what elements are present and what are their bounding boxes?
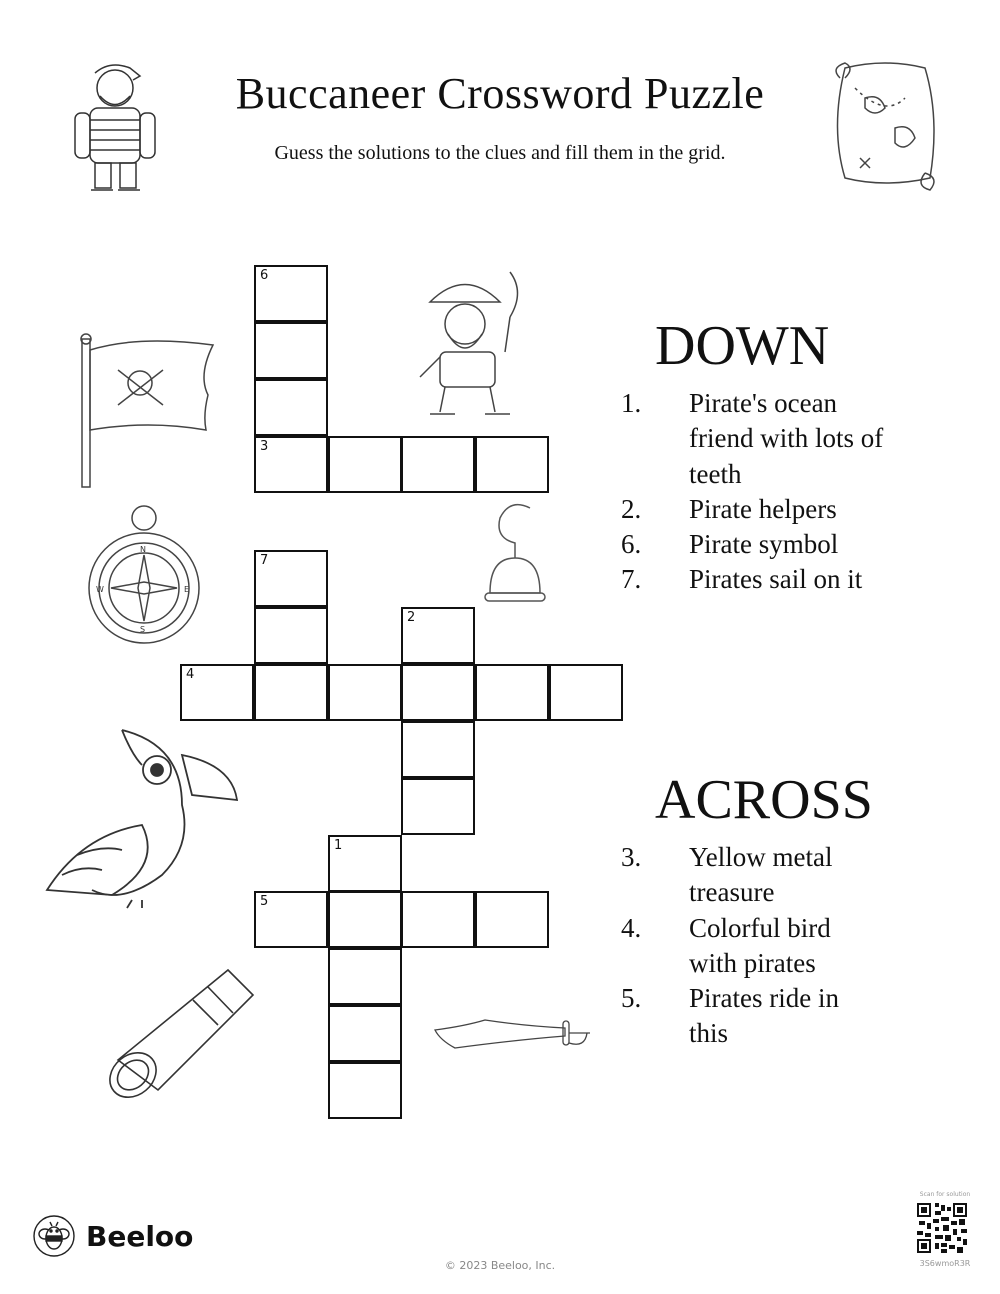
grid-cell[interactable] bbox=[328, 835, 402, 892]
across-clues bbox=[621, 769, 873, 1052]
clue-number: 7 bbox=[260, 553, 269, 568]
grid-cell[interactable] bbox=[328, 891, 402, 948]
clue-down-1: 1. Pirate's ocean friend with lots of teeth bbox=[621, 388, 884, 489]
clue-number: 2 bbox=[407, 610, 416, 625]
treasure-map-icon bbox=[825, 58, 945, 193]
grid-cell[interactable] bbox=[328, 664, 402, 721]
qr-code-icon[interactable] bbox=[917, 1203, 967, 1253]
pirate-captain-icon bbox=[410, 272, 530, 422]
grid-cell[interactable] bbox=[328, 1005, 402, 1062]
pirate-flag-icon bbox=[78, 335, 218, 490]
brand-name: Beeloo bbox=[86, 1219, 194, 1253]
clue-across-3: 3. Yellow metal treasure bbox=[621, 842, 833, 908]
page-title: Buccaneer Crossword Puzzle bbox=[235, 69, 765, 118]
grid-cell[interactable] bbox=[401, 664, 475, 721]
clue-number: 5 bbox=[260, 894, 269, 909]
down-clue-list bbox=[621, 386, 885, 598]
grid-cell[interactable] bbox=[401, 721, 475, 778]
grid-cell[interactable] bbox=[254, 891, 328, 948]
clue-number: 3 bbox=[260, 439, 269, 454]
clue-across-4: 4. Colorful bird with pirates bbox=[621, 912, 831, 978]
svg-text:N: N bbox=[140, 545, 146, 554]
grid-cell[interactable] bbox=[254, 379, 328, 436]
grid-cell[interactable] bbox=[401, 778, 475, 835]
svg-text:S: S bbox=[140, 625, 146, 634]
grid-cell[interactable] bbox=[254, 322, 328, 379]
grid-cell[interactable] bbox=[254, 550, 328, 607]
clue-number: 6 bbox=[260, 268, 269, 283]
clue-number: 1 bbox=[334, 838, 343, 853]
grid-cell[interactable] bbox=[475, 664, 549, 721]
grid-cell[interactable] bbox=[254, 664, 328, 721]
down-clues bbox=[621, 315, 885, 598]
svg-text:W: W bbox=[96, 585, 104, 594]
grid-cell[interactable] bbox=[549, 664, 623, 721]
grid-cell[interactable] bbox=[475, 891, 549, 948]
page-subtitle: Guess the solutions to the clues and fill them in the grid. bbox=[274, 142, 726, 164]
grid-cell[interactable] bbox=[254, 436, 328, 493]
across-clue-list bbox=[621, 840, 865, 1052]
bee-icon bbox=[32, 1214, 76, 1258]
clue-number: 4 bbox=[186, 667, 195, 682]
grid-cell[interactable] bbox=[475, 436, 549, 493]
clue-across-5: 5. Pirates ride in this bbox=[621, 983, 839, 1049]
svg-text:E: E bbox=[184, 585, 190, 594]
solution-code: 3S6wmoR3R bbox=[919, 1259, 971, 1268]
parrot-icon bbox=[42, 725, 242, 910]
grid-cell[interactable] bbox=[401, 436, 475, 493]
grid-cell[interactable] bbox=[401, 607, 475, 664]
clue-down-2: 2. Pirate helpers bbox=[621, 493, 837, 524]
grid-cell[interactable] bbox=[401, 891, 475, 948]
scan-label: Scan for solution bbox=[919, 1191, 971, 1198]
clue-down-6: 6. Pirate symbol bbox=[621, 529, 839, 560]
cutlass-icon bbox=[435, 1018, 590, 1058]
spyglass-icon bbox=[98, 965, 258, 1100]
beeloo-logo bbox=[32, 1214, 193, 1258]
grid-cell[interactable] bbox=[254, 607, 328, 664]
pirate-sailor-icon bbox=[65, 58, 175, 198]
across-heading: ACROSS bbox=[655, 769, 873, 831]
clue-down-7: 7. Pirates sail on it bbox=[621, 564, 863, 595]
hook-icon bbox=[480, 498, 550, 608]
grid-cell[interactable] bbox=[254, 265, 328, 322]
grid-cell[interactable] bbox=[180, 664, 254, 721]
grid-cell[interactable] bbox=[328, 1062, 402, 1119]
grid-cell[interactable] bbox=[328, 948, 402, 1005]
compass-icon bbox=[82, 500, 207, 645]
down-heading: DOWN bbox=[655, 315, 830, 377]
grid-cell[interactable] bbox=[328, 436, 402, 493]
copyright: © 2023 Beeloo, Inc. bbox=[444, 1259, 556, 1272]
